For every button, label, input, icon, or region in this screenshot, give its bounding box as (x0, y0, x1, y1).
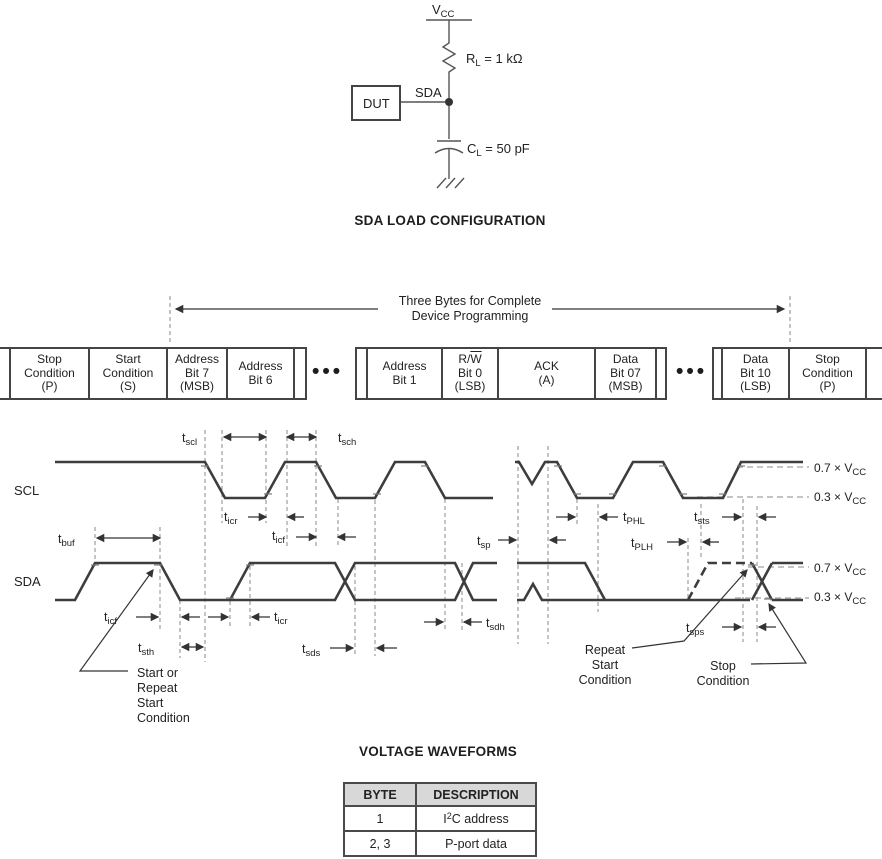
byte-sequence-segment-1 (0, 347, 307, 400)
waveforms-caption: VOLTAGE WAVEFORMS (359, 744, 517, 759)
byte-cell-stop-condition-1: Stop Condition (P) (11, 349, 90, 398)
t-icr-sda-label: $t_{icr}$ (274, 610, 288, 627)
byte-cell-address-bit6: Address Bit 6 (228, 349, 295, 398)
cl-value-label: $C_L = 50$ pF (467, 141, 530, 159)
scl-ref-high-label: $0.7 \times V_{CC}$ (814, 461, 867, 478)
byte-cell-edge (714, 349, 723, 398)
byte-cell-edge (657, 349, 665, 398)
t-scl-label: $t_{scl}$ (182, 431, 198, 448)
three-bytes-annotation: Three Bytes for Complete Device Programming (398, 294, 542, 323)
byte-cell-rw-bit0: $R/\overline{W}$ Bit 0 (LSB) (443, 349, 499, 398)
ellipsis-dots-2: ••• (676, 360, 708, 383)
ellipsis-dots-1: ••• (312, 360, 344, 383)
scl-signal-label: SCL (14, 483, 40, 498)
byte-cell-edge (0, 349, 11, 398)
byte-cell-data-bit07: Data Bit 07 (MSB) (596, 349, 657, 398)
sda-ref-low-label: $0.3 \times V_{CC}$ (814, 590, 867, 607)
table-row: 1 $I^2C$ address (344, 806, 536, 831)
vcc-label: $V_{CC}$ (432, 2, 455, 20)
t-sp-label: $t_{sp}$ (477, 534, 491, 551)
byte-cell-address-bit7: Address Bit 7 (MSB) (168, 349, 228, 398)
t-plh-label: $t_{PLH}$ (631, 536, 653, 553)
repeat-start-annotation: Repeat Start Condition (578, 643, 632, 687)
ground-symbol (437, 178, 464, 188)
sda-signal-label: SDA (14, 574, 41, 589)
sda-net-label: SDA (415, 85, 442, 100)
rl-value-label: $R_L = 1$ kΩ (466, 51, 523, 69)
byte-column-header: BYTE (344, 783, 416, 806)
sda-node-dot (445, 98, 453, 106)
scl-ref-low-label: $0.3 \times V_{CC}$ (814, 490, 867, 507)
sda-ref-high-label: $0.7 \times V_{CC}$ (814, 561, 867, 578)
t-sch-label: $t_{sch}$ (338, 431, 357, 448)
sda-dashed-repeat-start-edge (688, 563, 752, 600)
table-row: 2, 3 P-port data (344, 831, 536, 856)
level-crossing-ticks (91, 466, 772, 599)
byte-cell-edge (295, 349, 305, 398)
byte-cell-ack: ACK (A) (499, 349, 596, 398)
description-column-header: DESCRIPTION (416, 783, 536, 806)
t-phl-label: $t_{PHL}$ (623, 510, 645, 527)
timing-arrows (97, 437, 776, 648)
byte-cell-edge (357, 349, 368, 398)
voltage-level-dashes (697, 467, 809, 598)
byte-cell-address-bit1: Address Bit 1 (368, 349, 443, 398)
byte-cell-data-bit10: Data Bit 10 (LSB) (723, 349, 790, 398)
byte-sequence-segment-3 (712, 347, 882, 400)
byte-cell-edge (867, 349, 882, 398)
t-sdh-label: $t_{sdh}$ (486, 616, 505, 633)
byte-description-table (343, 782, 537, 857)
stop-condition-annotation: Stop Condition (696, 659, 750, 688)
t-buf-label: $t_{buf}$ (58, 532, 75, 549)
t-icf-scl-label: $t_{icf}$ (272, 529, 285, 546)
circuit-caption: SDA LOAD CONFIGURATION (354, 213, 546, 228)
t-sds-label: $t_{sds}$ (302, 642, 321, 659)
resistor-symbol (443, 38, 455, 76)
scl-waveform (55, 462, 803, 498)
byte-sequence-segment-2 (355, 347, 667, 400)
sda-waveform (55, 563, 803, 600)
stop-condition-leader (751, 604, 806, 664)
t-icr-scl-label: $t_{icr}$ (224, 510, 238, 527)
byte-cell-start-condition: Start Condition (S) (90, 349, 168, 398)
byte-cell-stop-condition-2: Stop Condition (P) (790, 349, 867, 398)
t-sps-label: $t_{sps}$ (686, 621, 705, 638)
t-sts-label: $t_{sts}$ (694, 510, 710, 527)
t-sth-label: $t_{sth}$ (138, 641, 155, 658)
dut-label: DUT (363, 96, 390, 111)
start-condition-annotation: Start or Repeat Start Condition (137, 666, 190, 725)
table-header-row (344, 783, 536, 806)
t-icf-sda-label: $t_{icf}$ (104, 610, 117, 627)
